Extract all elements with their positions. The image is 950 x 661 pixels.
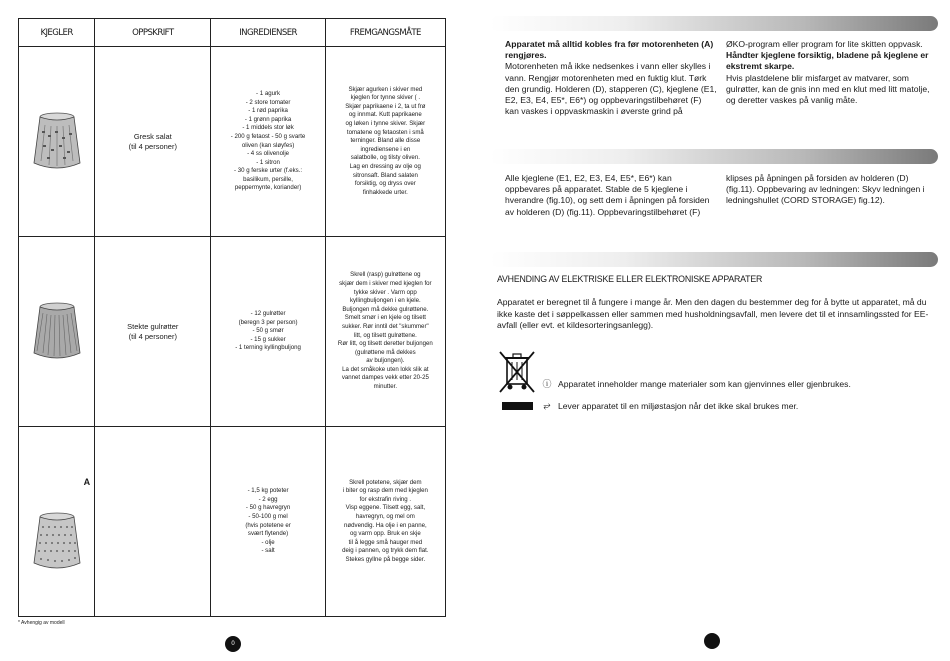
ingredient-line: peppermynte, koriander) — [234, 184, 302, 192]
page-number: 0 — [225, 636, 241, 652]
ingredient-line: - 1 grønn paprika — [244, 115, 292, 123]
recycle-arrow-icon: ⥂ — [543, 400, 551, 410]
disposal-heading: AVHENDING AV ELEKTRISKE ELLER ELEKTRONISKE APPARATER — [497, 274, 763, 284]
ingredient-line: - 50 g havregryn — [245, 504, 291, 512]
ingredient-line: - 2 store tomater — [245, 98, 291, 106]
cone-cell — [19, 427, 95, 617]
collection-note — [542, 400, 798, 411]
right-page — [480, 0, 950, 661]
ingredient-line: - 2 egg — [258, 495, 278, 503]
cleaning-body: Motorenheten må ikke nedsenkes i vann eller skylles i vann. Rengjør motorenheten med en fuktig klut. Tørk den grundig. Holderen (D), stapperen (C), kjeglene (E1, E2, E3, E4, E5*, E6*) og oppbevaringstilbehøret (F) kan vaskes i oppvaskmaskin i øverste grind på — [505, 61, 717, 117]
method-line: sukker. Rør inntil det "skummer" — [342, 322, 429, 330]
ingredient-line: - olje — [261, 538, 275, 546]
method-line: Stekes gyllne på begge sider. — [345, 555, 426, 563]
ingredient-line: - 30 g ferske urter (f.eks.: — [234, 167, 303, 175]
recipe-name — [95, 427, 211, 617]
method-line: kjeglen for tynne skiver ( . — [350, 94, 421, 102]
ingredient-line: - 1 rød paprika — [248, 107, 288, 115]
ingredient-line: basilikum, persille, — [243, 175, 293, 183]
cone-cell — [19, 47, 95, 237]
section-bar — [490, 252, 938, 267]
method-line: finhakkede urter. — [362, 188, 408, 196]
method-line: til å legge små hauger med — [348, 538, 423, 546]
method-cell — [325, 427, 445, 617]
method-line: i biter og rasp dem med kjeglen — [342, 487, 428, 495]
blade-warning: Håndter kjeglene forsiktig, bladene på kjeglene er ekstremt skarpe. — [726, 50, 929, 72]
ingredients-cell — [211, 237, 325, 427]
ingredient-line: - 4 ss olivenolje — [247, 150, 290, 158]
ingredient-line: - 50 g smør — [252, 327, 284, 335]
header-fremgangsmate: FREMGANGSMÅTE — [325, 19, 445, 47]
ingredients-cell — [211, 427, 325, 617]
cleaning-text-right — [726, 39, 938, 106]
recipe-table — [18, 18, 446, 617]
ingredient-line: - 1 sitron — [256, 158, 280, 166]
collection-note-text: Lever apparatet til en miljøstasjon når det ikke skal brukes mer. — [558, 400, 799, 411]
method-line: tykke skiver . Varm opp — [353, 288, 417, 296]
discoloration-note: Hvis plastdelene blir misfarget av matvarer, som gulrøtter, kan de gnis inn med en klut med litt matolje, og deretter vaskes på vanlig måte. — [726, 72, 930, 106]
method-line: La det småkoke uten lokk slik at — [342, 365, 429, 373]
recycling-note — [542, 377, 851, 390]
page-number-marker — [704, 633, 720, 649]
recipe-servings: (til 4 personer) — [128, 331, 177, 341]
ingredient-line: - 15 g sukker — [250, 335, 286, 343]
left-page — [0, 0, 470, 661]
storage-text-left: Alle kjeglene (E1, E2, E3, E4, E5*, E6*) kan oppbevares på apparatet. Stable de 5 kjeglene i hverandre (fig.10), og sett dem i åpningen på forsiden av holderen (D) (fig.11). Oppbevaringstilbehøret (F) — [505, 173, 710, 217]
variant-letter: A — [83, 477, 91, 487]
recipe-servings: (til 4 personer) — [128, 141, 177, 151]
recipe-name — [95, 47, 211, 237]
recipe-title: Stekte gulrøtter — [127, 321, 179, 331]
method-line: Visp eggene. Tilsett egg, salt, — [345, 504, 426, 512]
method-line: forsiktig, og dryss over — [354, 180, 416, 188]
header-oppskrift: OPPSKRIFT — [95, 19, 211, 47]
method-line: (gulrøttene må dekkes — [355, 348, 416, 356]
method-line: Buljongen må dekke gulrøttene. — [342, 305, 429, 313]
section-bar — [490, 16, 938, 31]
method-line: og løken i tynne skiver. Skjær — [345, 120, 426, 128]
method-line: kyllingbuljongen i en kjele. — [349, 297, 421, 305]
ingredients-cell — [211, 47, 325, 237]
ingredient-line: (hvis potetene er — [245, 521, 291, 529]
ingredient-line: - 1 agurk — [256, 89, 281, 97]
method-line: tomatene og fetaosten i små — [346, 128, 424, 136]
table-row — [19, 427, 446, 617]
cone-cell — [19, 237, 95, 427]
recycling-note-text: Apparatet inneholder mange materialer som kan gjenvinnes eller gjenbrukes. — [558, 378, 851, 389]
method-line: havregryn, og mel om — [355, 512, 415, 520]
ingredient-line: - 1 terning kyllingbuljong — [235, 344, 301, 352]
recipe-title: Gresk salat — [133, 131, 172, 141]
weee-bar-marker — [502, 402, 533, 410]
grater-cone-image — [31, 301, 83, 363]
grater-cone-image — [31, 511, 83, 573]
method-line: terninger. Bland alle disse — [350, 137, 421, 145]
table-row — [19, 237, 446, 427]
method-cell — [325, 47, 445, 237]
method-cell — [325, 237, 445, 427]
ingredient-line: (beregn 3 per person) — [238, 318, 298, 326]
method-line: nødvendig. Ha olje i en panne, — [344, 521, 427, 529]
method-line: Skrell potetene, skjær dem — [349, 478, 422, 486]
footnote: * Avhengig av modell — [18, 620, 65, 626]
cleaning-warning: Apparatet må alltid kobles fra før motorenheten (A) rengjøres. — [505, 39, 714, 61]
ingredient-line: - 50-100 g mel — [248, 512, 288, 520]
ingredient-line: - salt — [261, 547, 275, 555]
method-line: sitronsaft. Bland salaten — [352, 171, 418, 179]
header-kjegler: KJEGLER — [19, 19, 95, 47]
ingredient-line: oliven (kan sløyfes) — [241, 141, 295, 149]
ingredient-line: - 12 gulrøtter — [250, 310, 286, 318]
ingredient-line: - 200 g fetaost - 50 g svarte — [230, 132, 306, 140]
ingredient-line: - 1 middels stor løk — [242, 124, 294, 132]
table-row — [19, 47, 446, 237]
cleaning-text-left — [505, 39, 717, 117]
method-line: og varm opp. Bruk en skje — [349, 530, 421, 538]
method-line: salatbolle, og tilsty oliven. — [350, 154, 420, 162]
method-line: Rør litt, og tilsett deretter buljongen — [337, 340, 433, 348]
method-line: Skrell (rasp) gulrøttene og — [350, 271, 421, 279]
ingredient-line: - 1,5 kg poteter — [247, 487, 289, 495]
recipe-name — [95, 237, 211, 427]
disposal-text: Apparatet er beregnet til å fungere i mange år. Men den dagen du bestemmer deg for å bytte ut apparatet, må du ikke kaste det i søppelkassen eller sammen med husholdningsavfall, men levere det til et innsamlingssted for EE-avfall (eller evt. et kildesorteringsanlegg). — [497, 297, 929, 330]
crossed-out-wheelie-bin-icon — [497, 350, 537, 398]
method-line: Lag en dressing av olje og — [349, 162, 421, 170]
info-circle-icon: ⓘ — [542, 379, 552, 389]
header-ingredienser: INGREDIENSER — [211, 19, 325, 47]
method-line: ingrediensene i en — [360, 145, 411, 153]
method-line: minutter. — [373, 383, 398, 391]
grater-cone-image — [31, 111, 83, 173]
method-line: vannet dampes vekk etter 20-25 — [341, 374, 429, 382]
method-line: Skjær paprikaene i 2, ta ut frø — [345, 102, 426, 110]
ingredient-line: svært flytende) — [247, 530, 289, 538]
dishwasher-note: ØKO-program eller program for lite skitten oppvask. — [726, 39, 923, 49]
method-line: deig i pannen, og trykk dem flat. — [342, 547, 429, 555]
method-line: Skjær agurken i skiver med — [348, 85, 423, 93]
method-line: litt, og tilsett gulrøttene. — [353, 331, 417, 339]
method-line: Smelt smør i en kjele og tilsett — [344, 314, 426, 322]
storage-text-right: klipses på åpningen på forsiden av holderen (D) (fig.11). Oppbevaring av ledningen: Skyv ledningen i ledningshullet (CORD STORAGE) fig.12). — [726, 173, 925, 206]
method-line: av buljongen). — [366, 357, 405, 365]
method-line: skjær dem i skiver med kjeglen for — [339, 279, 432, 287]
method-line: for ekstrafin riving . — [359, 495, 412, 503]
method-line: og innmat. Kutt paprikaene — [348, 111, 422, 119]
section-bar — [490, 149, 938, 164]
table-header-row — [19, 19, 446, 47]
